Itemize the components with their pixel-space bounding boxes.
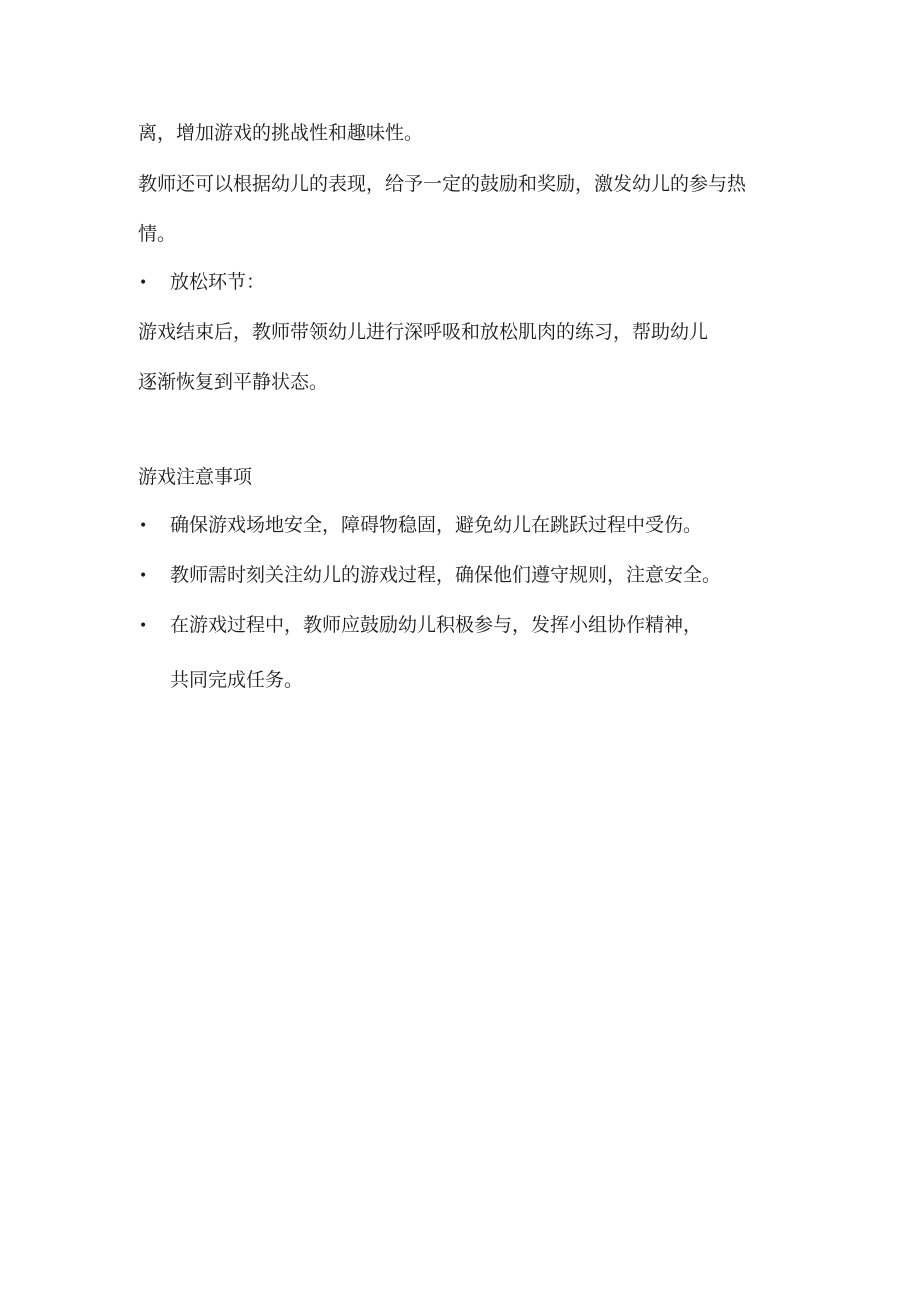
list-item: 教师需时刻关注幼儿的游戏过程，确保他们遵守规则，注意安全。 [170, 564, 722, 586]
paragraph-line: 游戏结束后，教师带领幼儿进行深呼吸和放松肌肉的练习，帮助幼儿 [138, 321, 709, 343]
bullet-icon: • [139, 275, 148, 291]
bullet-icon: • [139, 568, 148, 584]
list-item: 确保游戏场地安全，障碍物稳固，避免幼儿在跳跃过程中受伤。 [170, 514, 703, 536]
list-item: 在游戏过程中，教师应鼓励幼儿积极参与，发挥小组协作精神， [170, 614, 703, 636]
paragraph-line: 教师还可以根据幼儿的表现，给予一定的鼓励和奖励，激发幼儿的参与热 [138, 173, 747, 195]
paragraph-line: 离，增加游戏的挑战性和趣味性。 [138, 122, 424, 144]
paragraph-line: 情。 [138, 223, 177, 245]
list-item-continuation: 共同完成任务。 [170, 669, 304, 691]
bullet-icon: • [139, 618, 148, 634]
paragraph-line: 逐渐恢复到平静状态。 [138, 371, 329, 393]
bullet-icon: • [139, 518, 148, 534]
relax-heading: 放松环节： [170, 271, 266, 293]
section-title: 游戏注意事项 [138, 466, 253, 488]
